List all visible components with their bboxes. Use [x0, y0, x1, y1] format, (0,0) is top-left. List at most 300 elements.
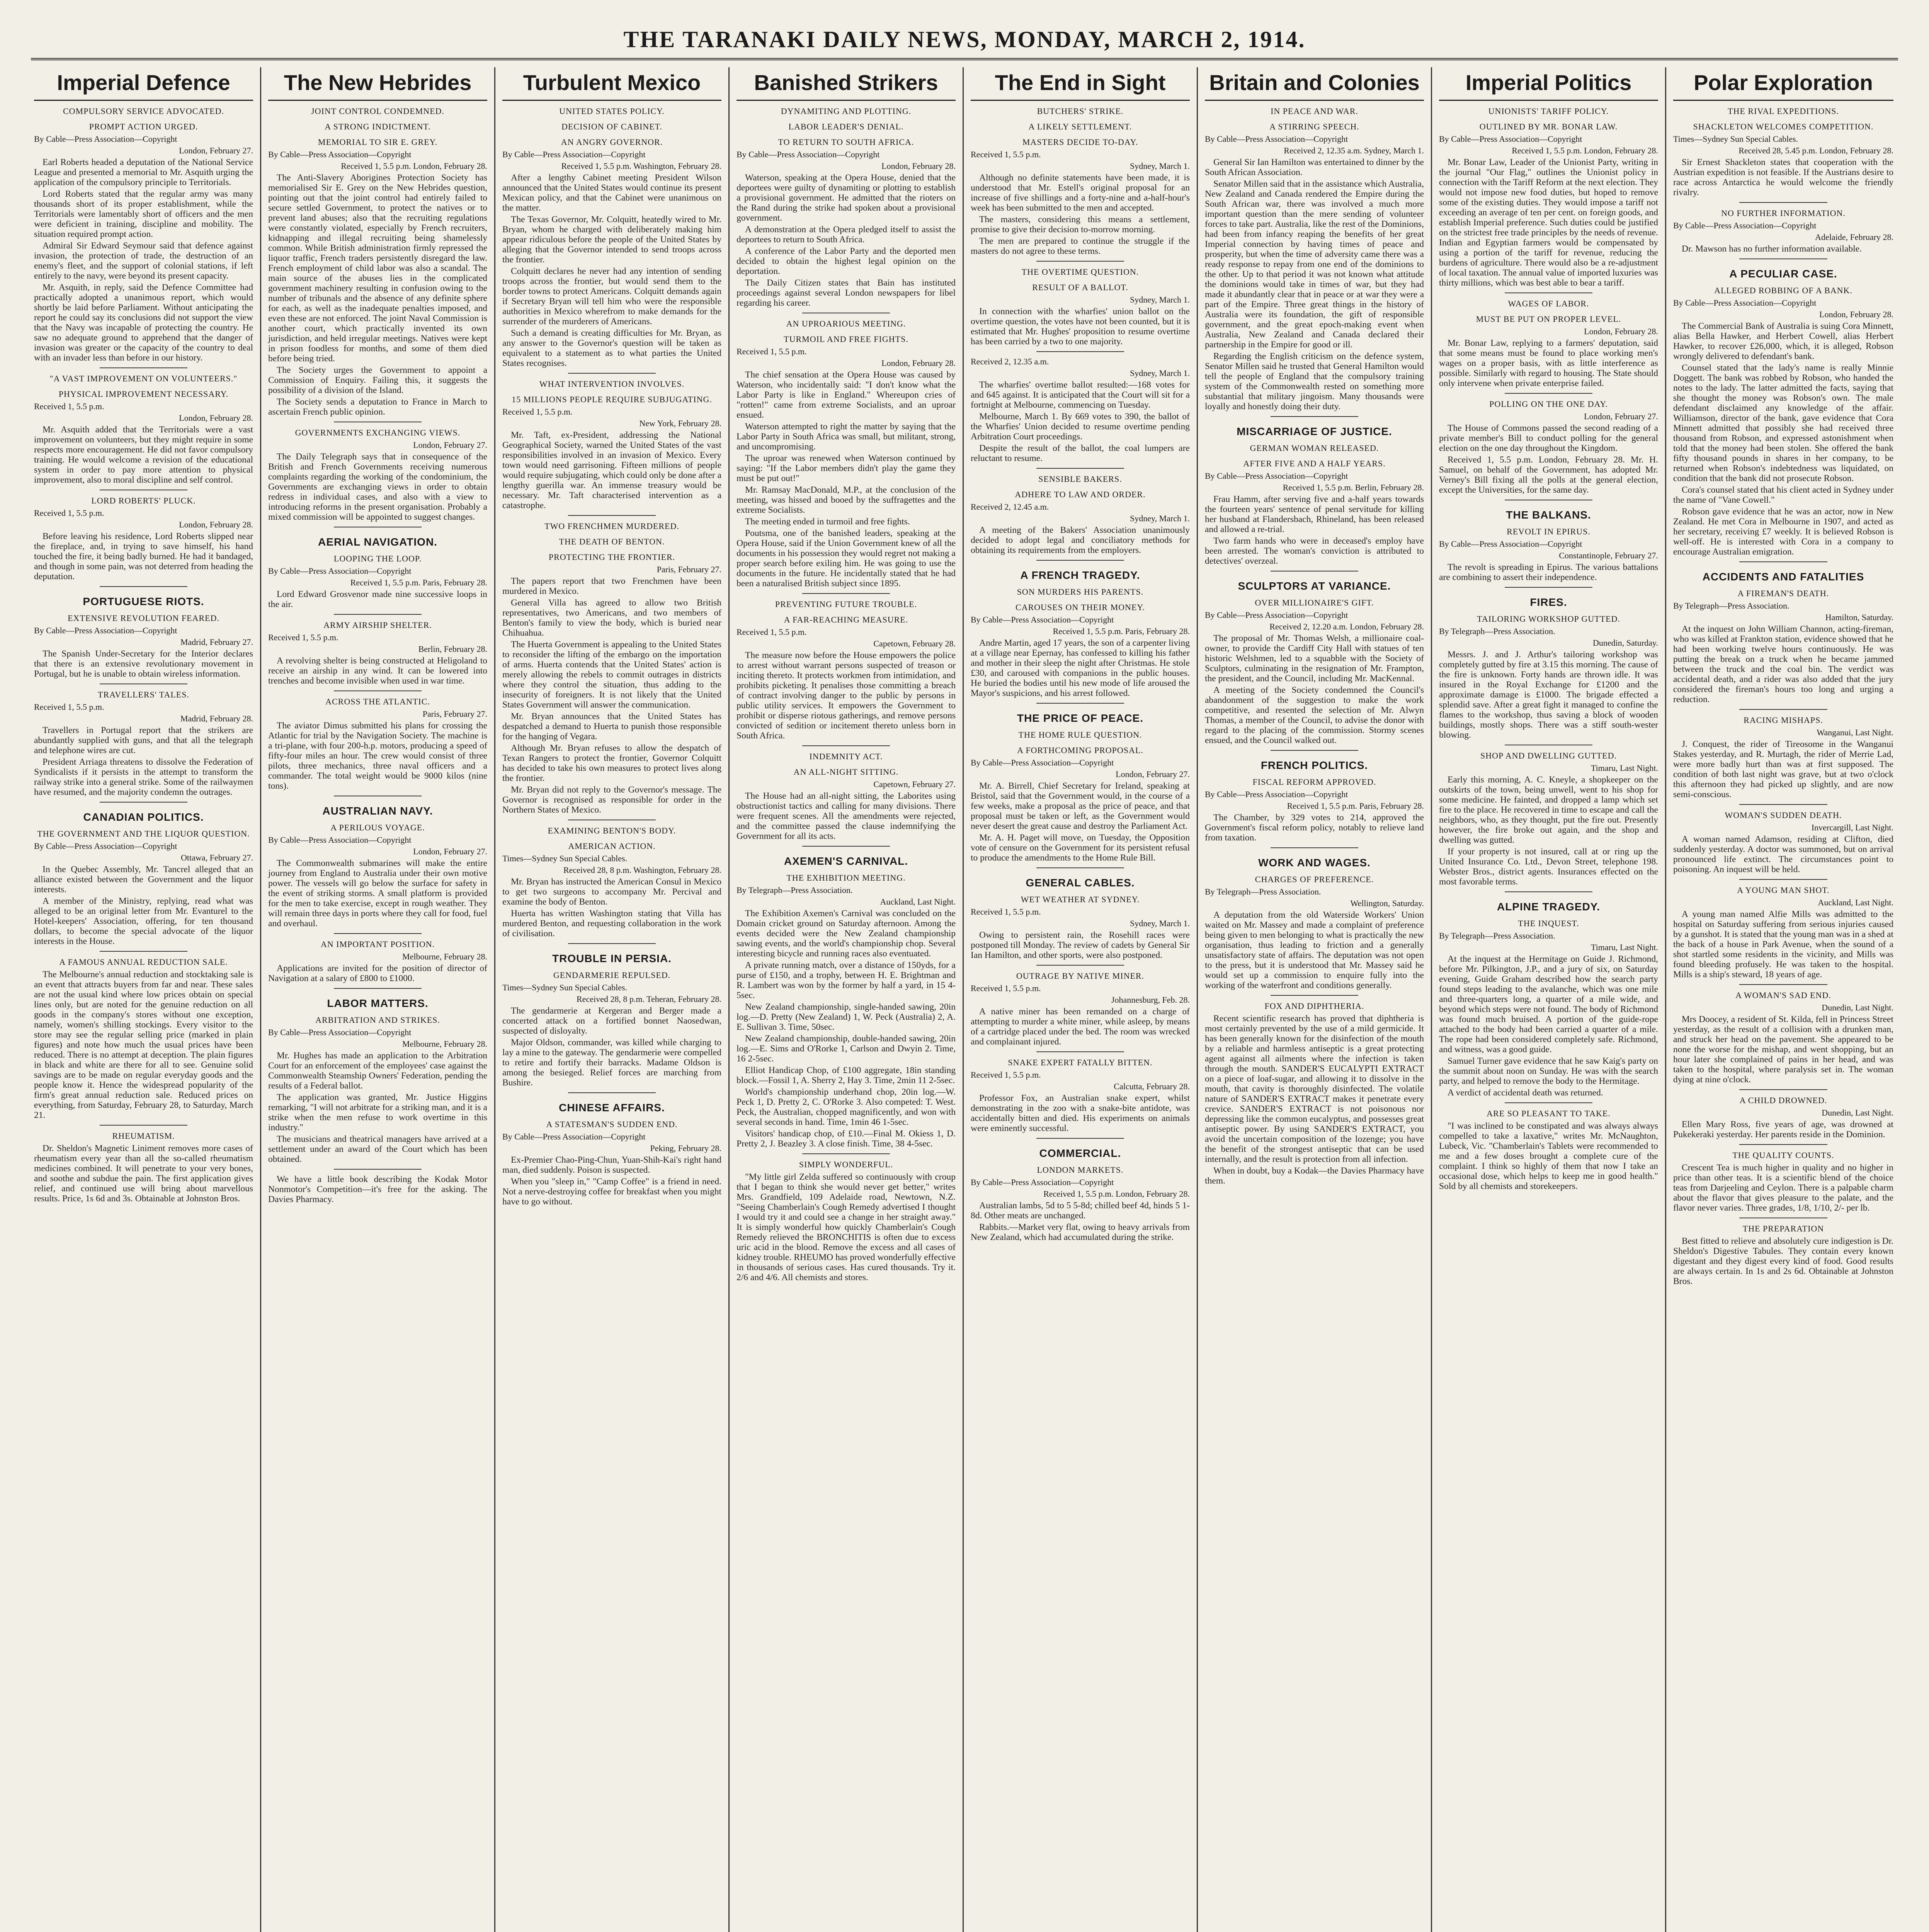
byline: Times—Sydney Sun Special Cables.	[1673, 134, 1798, 144]
article-paragraph: The musicians and theatrical managers have arrived at a settlement under an award of the Court which has been obtained.	[268, 1134, 487, 1164]
article-paragraph: Elliot Handicap Chop, of £100 aggregate, 18in standing block.—Fossil 1, A. Sherry 2, Hay 3. Time, 2min 11 2-5sec.	[737, 1065, 956, 1085]
dateline: Received 28, 5.45 p.m. London, February 28.	[1738, 146, 1893, 155]
section-heading: WORK AND WAGES.	[1258, 857, 1371, 869]
section-subheading: GERMAN WOMAN RELEASED.	[1250, 443, 1379, 453]
section-divider	[1036, 703, 1124, 704]
section-heading: SCULPTORS AT VARIANCE.	[1238, 580, 1391, 592]
byline: By Cable—Press Association—Copyright	[1439, 134, 1582, 144]
article-paragraph: If your property is not insured, call at or ring up the United Insurance Co. Ltd., Devon Street, telephone 198. Webster Bros., district agents. Insurances effected on the most favorable terms.	[1439, 847, 1658, 887]
article-paragraph: Lord Roberts stated that the regular army was many thousands short of its proper establishment, while the Territorials were lamentably short of officers and the men were deficient in training, discipline and mobility. The situation required prompt action.	[34, 189, 253, 239]
article-paragraph: A young man named Alfie Mills was admitted to the hospital on Saturday suffering from serious injuries caused by a gunshot. It is stated that the young man was in a shed at the back of a house in Park Avenue, when the sound of a shot startled some residents in the vicinity, and Mills was found bleeding profusely. He was taken to the hospital. Mills is a ship's steward, 18 years of age.	[1673, 909, 1893, 980]
dateline: Paris, February 27.	[657, 565, 721, 574]
column-4	[730, 67, 964, 1932]
article-paragraph: Mr. Bryan announces that the United States has despatched a demand to Huerta to punish those responsible for the hanging of Vegara.	[502, 711, 721, 742]
article-paragraph: Mr. Bryan has instructed the American Consul in Mexico to get two surgeons to accompany Mr. Percival and examine the body of Benton.	[502, 877, 721, 907]
article-paragraph: Despite the result of the ballot, the coal lumpers are reluctant to resume.	[971, 443, 1190, 463]
column-heading: Turbulent Mexico	[502, 67, 721, 101]
article-paragraph: Applications are invited for the position of director of Navigation at a salary of £800 to £1000.	[268, 963, 487, 983]
section-subheading: THE GOVERNMENT AND THE LIQUOR QUESTION.	[37, 829, 250, 838]
section-subheading: A FAR-REACHING MEASURE.	[784, 615, 908, 624]
dateline: Johannesburg, Feb. 28.	[1111, 995, 1190, 1005]
section-subheading: JOINT CONTROL CONDEMNED.	[311, 106, 444, 116]
section-subheading: A PERILOUS VOYAGE.	[330, 823, 425, 832]
section-subheading: A CHILD DROWNED.	[1739, 1095, 1827, 1105]
article-paragraph: Mr. Hughes has made an application to the Arbitration Court for an enforcement of the employees' case against the Commonwealth Steamship Owners' Federation, pending the results of a Federal ballot.	[268, 1051, 487, 1091]
article-paragraph: Mr. Asquith added that the Territorials were a vast improvement on volunteers, but they might require in some respects more encouragement. He did not favor compulsory training. He would welcome a revision of the educational system in order to pay more attention to physical improvement, also to moral discipline and self control.	[34, 425, 253, 485]
article-paragraph: President Arriaga threatens to dissolve the Federation of Syndicalists if it persists in the attempt to transform the railway strike into a general strike. Some of the railwaymen have resumed, and the majority condemn the outrages.	[34, 757, 253, 797]
article-paragraph: Frau Hamm, after serving five and a-half years towards the fourteen years' sentence of penal servitude for killing her husband at Flandersbach, Rhineland, has been released and allowed a re-trial.	[1205, 494, 1424, 534]
article-paragraph: Regarding the English criticism on the defence system, Senator Millen said he trusted that General Hamilton would tell the people of England that the compulsory training system of the Commonwealth rested on something more substantial that military jingoism. Many thousands were loyally and honestly doing their duty.	[1205, 351, 1424, 412]
section-divider	[1739, 984, 1827, 985]
article-paragraph: The Daily Telegraph says that in consequence of the British and French Governments receiving numerous complaints regarding the working of the condominium, the Governments are exchanging views in order to obtain redress in individual cases, and also with a view to introducing reforms in the present organisation. Probably a mixed commission will be appointed to suggest changes.	[268, 452, 487, 522]
byline: By Telegraph—Press Association.	[1439, 626, 1555, 636]
section-subheading: PROTECTING THE FRONTIER.	[548, 552, 675, 562]
article-paragraph: Admiral Sir Edward Seymour said that defence against invasion, the protection of trade, the destruction of an enemy's fleet, and the support of colonial stations, if left entirely to the navy, were beyond its present capacity.	[34, 241, 253, 281]
article-paragraph: Before leaving his residence, Lord Roberts slipped near the fireplace, and, in trying to save himself, his hand touched the fire, it being badly burned. He had it bandaged, and though in some pain, was not deterred from heading the deputation.	[34, 531, 253, 582]
article-paragraph: The Society sends a deputation to France in March to ascertain French public opinion.	[268, 397, 487, 417]
article-paragraph: Mr. Bryan did not reply to the Governor's message. The Governor is recognised as responsible for order in the Northern States of Mexico.	[502, 785, 721, 815]
section-heading: GENERAL CABLES.	[1026, 877, 1135, 889]
section-divider	[1036, 261, 1124, 262]
column-8	[1666, 67, 1900, 1932]
dateline: Received 1, 5.5 p.m. Washington, February 28.	[561, 161, 721, 171]
dateline: London, February 28.	[179, 520, 253, 529]
section-subheading: BUTCHERS' STRIKE.	[1037, 106, 1124, 116]
section-subheading: SNAKE EXPERT FATALLY BITTEN.	[1008, 1058, 1153, 1067]
article-paragraph: The meeting ended in turmoil and free fights.	[745, 517, 910, 527]
section-divider	[802, 593, 890, 594]
dateline: New York, February 28.	[639, 418, 721, 428]
section-subheading: CAROUSES ON THEIR MONEY.	[1016, 602, 1145, 612]
section-subheading: THE RIVAL EXPEDITIONS.	[1728, 106, 1839, 116]
section-subheading: RESULT OF A BALLOT.	[1032, 282, 1128, 292]
section-divider	[334, 988, 422, 989]
article-paragraph: The Chamber, by 329 votes to 214, approved the Government's fiscal reform policy, notably to relieve land from taxation.	[1205, 813, 1424, 843]
section-divider	[334, 1169, 422, 1170]
section-divider	[334, 933, 422, 934]
article-paragraph: Mr. Bonar Law, replying to a farmers' deputation, said that some means must be found to place working men's wages on a proper basis, with as little interference as possible. Similarly with regard to housing. The State should only intervene when private enterprise failed.	[1439, 338, 1658, 388]
dateline: Auckland, Last Night.	[1818, 898, 1893, 907]
article-paragraph: Mrs Doocey, a resident of St. Kilda, fell in Princess Street yesterday, as the result of a collision with a drunken man, and struck her head on the pavement. She appeared to be none the worse for the mishap, and went shopping, but an hour later she complained of pains in her head, and was taken to the hospital, where paralysis set in. The woman dying at nine o'clock.	[1673, 1014, 1893, 1085]
section-divider	[1505, 393, 1592, 394]
article-paragraph: Earl Roberts headed a deputation of the National Service League and presented a memorial to Mr. Asquith urging the application of the compulsory principle to Territorials.	[34, 157, 253, 187]
dateline: Received 28, 8 p.m. Teheran, February 28.	[577, 994, 721, 1004]
byline: By Cable—Press Association—Copyright	[1205, 610, 1348, 620]
section-heading: A FRENCH TRAGEDY.	[1020, 569, 1140, 581]
article-paragraph: The Society urges the Government to appoint a Commission of Enquiry. Failing this, it suggests the possibility of a division of the Island.	[268, 365, 487, 395]
article-paragraph: General Villa has agreed to allow two British representatives, two Americans, and two members of Benton's family to view the body, which is buried near Chihuahua.	[502, 598, 721, 638]
section-subheading: THE INQUEST.	[1518, 918, 1579, 928]
dateline: Received 1, 5.5 p.m. Paris, February 28.	[350, 578, 487, 587]
section-heading: MISCARRIAGE OF JUSTICE.	[1237, 425, 1392, 437]
article-paragraph: Mr. Bonar Law, Leader of the Unionist Party, writing in the journal "Our Flag," outlines the Unionist policy in connection with the Tariff Reform at the next election. They would not impose new food duties, but hoped to remove some of the existing duties. They would impose a tariff not exceeding an average of ten per cent. on foreign goods, and establish Imperial preference. Such duties could be justified on the strictest free trade principles by the needs of revenue. Indian and Egyptian farmers would be compensated by using a portion of the tariff for revenue, reducing the burdens of agriculture. There would also be a re-adjustment of local taxation. The annual value of imported luxuries was thirty millions, which was best able to bear a tariff.	[1439, 157, 1658, 288]
article-paragraph: The Huerta Government is appealing to the United States to reconsider the lifting of the embargo on the importation of arms. Huerta contends that the United States' action is merely allowing the rebels to commit outrages in districts where they control the situation, thus adding to the insecurity of foreigners. It is not likely that the United States Government will answer the communication.	[502, 639, 721, 710]
byline: By Cable—Press Association—Copyright	[34, 134, 177, 144]
article-paragraph: The measure now before the House empowers the police to arrest without warrant persons suspected of treason or inciting thereto. It protects workmen from intimidation, and prohibits picketing. It penalises those committing a breach of contract involving danger to the public by persons in public utility services. It empowers the Government to prohibit or disperse riotous gatherings, and remove persons convicted of sedition or incitement thereto unless born in South Africa.	[737, 650, 956, 741]
article-paragraph: Robson gave evidence that he was an actor, now in New Zealand. He met Cora in Melbourne in 1907, and acted as her secretary, receiving £7 weekly. It is believed Robson is well-off. He is interested with Cora in a company to encourage Australian emigration.	[1673, 507, 1893, 557]
article-paragraph: The gendarmerie at Kergeran and Berger made a concerted attack on a fortified bonnet Naosedwan, suspected of disloyalty.	[502, 1006, 721, 1036]
dateline: Adelaide, February 28.	[1815, 232, 1893, 242]
section-subheading: TRAVELLERS' TALES.	[98, 690, 189, 699]
article-paragraph: The chief sensation at the Opera House was caused by Waterson, who incidentally said: "I don't know what the Labor Party is like in England." Whereupon cries of "rotten!" came from extreme Socialists, and an uproar ensued.	[737, 370, 956, 420]
section-subheading: A FORTHCOMING PROPOSAL.	[1017, 745, 1143, 755]
byline: Received 1, 5.5 p.m.	[971, 1070, 1041, 1080]
byline: Received 1, 5.5 p.m.	[737, 627, 807, 637]
section-divider	[100, 1125, 187, 1126]
dateline: Sydney, March 1.	[1130, 368, 1190, 378]
section-divider	[1739, 561, 1827, 562]
article-paragraph: The men are prepared to continue the struggle if the masters do not agree to these terms.	[971, 236, 1190, 256]
section-divider	[1271, 847, 1358, 848]
section-subheading: TWO FRENCHMEN MURDERED.	[544, 521, 679, 531]
article-paragraph: The application was granted, Mr. Justice Higgins remarking, "I will not arbitrate for a striking man, and it is a strike when the men refuse to work overtime in this industry."	[268, 1092, 487, 1133]
dateline: Received 1, 5.5 p.m. Paris, February 28.	[1053, 626, 1190, 636]
byline: By Cable—Press Association—Copyright	[1205, 789, 1348, 799]
article-paragraph: Recent scientific research has proved that diphtheria is most certainly prevented by the use of a mild germicide. It has been generally known for the disinfection of the mouth by a reliable and harmless antiseptic is a great protecting agent against all ailments where the infection is taken through the mouth. SANDER'S EUCALYPTI EXTRACT on a piece of loaf-sugar, and allowing it to dissolve in the mouth, that cavity is thoroughly disinfected. The volatile nature of SANDER'S EXTRACT makes it penetrate every crevice. SANDER'S EXTRACT is not poisonous nor depressing like the common eucalyptus, and possesses great antiseptic power. By using SANDER'S EXTRACT, you avoid the uncertain composition of the lozenge; you have the benefit of the strongest antiseptic that can be used internally, and the result is protection from all infection.	[1205, 1014, 1424, 1164]
article-paragraph: Although Mr. Bryan refuses to allow the despatch of Texan Rangers to protect the frontier, Governor Colquitt has decided to take his own measures to protect lives along the frontier.	[502, 743, 721, 783]
section-heading: A PECULIAR CASE.	[1729, 268, 1837, 280]
column-7	[1432, 67, 1666, 1932]
article-paragraph: Messrs. J. and J. Arthur's tailoring workshop was completely gutted by fire at 3.15 this morning. The cause of the fire is unknown. Forty hands are thrown idle. It was insured in the Royal Exchange for £1200 and the approximate damage is £1000. The brigade effected a splendid save. After a great fight it managed to confine the flames to the workshop, thus saving a block of wooden buildings, mostly shops. There was a stiff south-wester blowing.	[1439, 650, 1658, 740]
section-subheading: SIMPLY WONDERFUL.	[799, 1160, 893, 1169]
section-subheading: RHEUMATISM.	[112, 1131, 175, 1141]
article-paragraph: The House had an all-night sitting, the Laborites using obstructionist tactics and calling for many divisions. There were frequent scenes. All the amendments were rejected, and the committee passed the clause indemnifying the Government for all its acts.	[737, 791, 956, 841]
byline: By Cable—Press Association—Copyright	[737, 150, 880, 159]
section-subheading: ACROSS THE ATLANTIC.	[325, 697, 430, 706]
dateline: Wellington, Saturday.	[1350, 898, 1424, 908]
dateline: Dunedin, Last Night.	[1822, 1003, 1893, 1012]
section-divider	[1505, 587, 1592, 588]
dateline: Dunedin, Saturday.	[1592, 638, 1658, 648]
dateline: London, February 28.	[1584, 327, 1658, 336]
article-paragraph: Crescent Tea is much higher in quality and no higher in price than other teas. It is a scientific blend of the choice teas from Darjeeling and Ceylon. There is a palpable charm about the flavor that gives pleasure to the palate, and the flavor never varies. Three grades, 1/8, 1/10, 2/- per lb.	[1673, 1163, 1893, 1213]
section-heading: ACCIDENTS AND FATALITIES	[1702, 571, 1864, 583]
column-3	[495, 67, 730, 1932]
dateline: London, February 28.	[881, 358, 956, 368]
dateline: Capetown, February 28.	[873, 639, 956, 648]
byline: By Cable—Press Association—Copyright	[268, 835, 412, 845]
article-paragraph: The Melbourne's annual reduction and stocktaking sale is an event that attracts buyers from far and near. These sales are not the usual kind where low prices obtain on special lines only, but are noted for the genuine reduction on all goods in the company's stores without one exception, namely, women's shilling stockings. Every visitor to the store may see the regular selling price (marked in plain figures) and note how much the usual prices have been reduced. There is no attempt at deception. The plain figures in black and white are there for all to see. Genuine solid savings are to be made on regular everyday goods and the people know it. Hence the widespread popularity of the firm's great annual reduction sale. Reduced prices on everything, from Saturday, February 28, to Saturday, March 21.	[34, 969, 253, 1120]
dateline: Invercargill, Last Night.	[1811, 823, 1893, 832]
article-paragraph: Australian lambs, 5d to 5 5-8d; chilled beef 4d, hinds 5 1-8d. Other meats are unchanged.	[971, 1201, 1190, 1221]
article-paragraph: Andre Martin, aged 17 years, the son of a carpenter living at a village near Epernay, has confessed to killing his father and mother in their sleep the night after Christmas. He stole £30, and caroused with companions in the public houses. He buried the bodies until his new mode of life aroused the Mayor's suspicions, and his arrest followed.	[971, 638, 1190, 698]
section-subheading: SON MURDERS HIS PARENTS.	[1017, 587, 1144, 597]
column-heading: The New Hebrides	[268, 67, 487, 101]
section-subheading: THE PREPARATION	[1742, 1224, 1824, 1233]
article-paragraph: In the Quebec Assembly, Mr. Tancrel alleged that an alliance existed between the Government and the liquor interests.	[34, 864, 253, 895]
dateline: London, February 28.	[881, 161, 956, 171]
column-5	[964, 67, 1198, 1932]
dateline: Peking, February 28.	[650, 1143, 721, 1153]
byline: By Cable—Press Association—Copyright	[1673, 298, 1817, 308]
section-subheading: A STATESMAN'S SUDDEN END.	[546, 1119, 678, 1129]
section-divider	[802, 846, 890, 847]
byline: By Cable—Press Association—Copyright	[268, 566, 412, 576]
dateline: Wanganui, Last Night.	[1817, 728, 1893, 737]
byline: By Cable—Press Association—Copyright	[502, 1132, 646, 1141]
article-paragraph: When you "sleep in," "Camp Coffee" is a friend in need. Not a nerve-destroying coffee for breakfast when you might have to go without.	[502, 1177, 721, 1207]
article-paragraph: The uproar was renewed when Waterson continued by saying: "If the Labor members didn't play the game they must be put out!"	[737, 453, 956, 483]
dateline: Constantinople, February 27.	[1559, 551, 1658, 560]
section-divider	[100, 951, 187, 952]
dateline: Calcutta, February 28.	[1114, 1082, 1190, 1091]
article-paragraph: A conference of the Labor Party and the deported men decided to obtain the highest legal opinion on the deportation.	[737, 246, 956, 276]
section-subheading: FOX AND DIPHTHERIA.	[1264, 1001, 1364, 1011]
section-subheading: MASTERS DECIDE TO-DAY.	[1022, 137, 1138, 147]
section-heading: FRENCH POLITICS.	[1260, 759, 1368, 771]
article-paragraph: A revolving shelter is being constructed at Heligoland to receive an airship in any wind. It can be lowered into trenches and become invisible when used in war time.	[268, 656, 487, 686]
section-divider	[100, 586, 187, 587]
section-divider	[1739, 202, 1827, 203]
section-subheading: THE EXHIBITION MEETING.	[786, 873, 906, 883]
section-subheading: AN IMPORTANT POSITION.	[320, 939, 435, 949]
section-subheading: ARMY AIRSHIP SHELTER.	[323, 620, 432, 630]
article-paragraph: A demonstration at the Opera pledged itself to assist the deportees to return to South Africa.	[737, 224, 956, 245]
section-subheading: THE DEATH OF BENTON.	[559, 537, 665, 546]
section-heading: COMMERCIAL.	[1039, 1147, 1121, 1159]
byline: By Cable—Press Association—Copyright	[1205, 134, 1348, 144]
article-paragraph: The papers report that two Frenchmen have been murdered in Mexico.	[502, 576, 721, 596]
section-subheading: LONDON MARKETS.	[1037, 1165, 1124, 1175]
section-subheading: DECISION OF CABINET.	[561, 122, 662, 131]
article-paragraph: The Anti-Slavery Aborigines Protection Society has memorialised Sir E. Grey on the New Hebrides question, pointing out that the joint control had entirely failed to secure settled Government, to protect the natives or to prevent land abuses; also that the recruiting regulations were constantly violated, especially by French recruiters, kidnapping and illegal recruiting being shamelessly common. While British administration firmly repressed the liquor traffic, French traders persistently disregard the law. French employment of child labor was also a scandal. The main source of the abuses lies in the complicated government machinery resulting in confusion owing to the number of tribunals and the absence of any definite sphere for each, as well as the inadequate penalties imposed, and even these are not enforced. The joint Naval Commission is another court, which practically invented its own jurisdiction, and held irregular meetings. Natives were kept in prison foodless for months, and some of them died before being tried.	[268, 173, 487, 364]
byline: By Cable—Press Association—Copyright	[1673, 221, 1817, 230]
section-divider	[1739, 709, 1827, 710]
section-subheading: PREVENTING FUTURE TROUBLE.	[775, 599, 917, 609]
section-subheading: THE OVERTIME QUESTION.	[1021, 267, 1139, 277]
article-paragraph: The proposal of Mr. Thomas Welsh, a millionaire coal-owner, to provide the Cardiff City Hall with statues of ten historic Welshmen, led to a squabble with the Society of Sculptors, culminating in the resignation of Mr. Frampton, the president, and the Council, including Mr. MacKennal.	[1205, 633, 1424, 684]
byline: By Cable—Press Association—Copyright	[1439, 539, 1582, 549]
section-subheading: A STIRRING SPEECH.	[1269, 122, 1359, 131]
dateline: Sydney, March 1.	[1130, 161, 1190, 171]
section-divider	[802, 745, 890, 746]
article-paragraph: Mr. Ramsay MacDonald, M.P., at the conclusion of the meeting, was hissed and booed by the suffragettes and the extreme Socialists.	[737, 485, 956, 515]
section-heading: FIRES.	[1530, 596, 1567, 608]
article-paragraph: Ellen Mary Ross, five years of age, was drowned at Pukekeraki yesterday. Her parents reside in the Dominion.	[1673, 1119, 1893, 1139]
section-subheading: REVOLT IN EPIRUS.	[1507, 527, 1590, 536]
section-subheading: GENDARMERIE REPULSED.	[553, 970, 671, 980]
dateline: Received 2, 12.20 a.m. London, February 28.	[1269, 622, 1424, 631]
section-subheading: PROMPT ACTION URGED.	[89, 122, 198, 131]
section-divider	[1739, 1089, 1827, 1090]
article-paragraph: Colquitt declares he never had any intention of sending troops across the frontier, but would send them to the border towns to protect Americans. Colquitt demands again if Secretary Bryan will tell him who were the responsible authorities in Mexico wherefrom to make demands for the surrender of the murderers of Americans.	[502, 266, 721, 327]
dateline: London, February 27.	[179, 146, 253, 155]
dateline: London, February 27.	[413, 440, 487, 450]
article-paragraph: Dr. Mawson has no further information available.	[1682, 244, 1862, 254]
article-paragraph: A private running match, over a distance of 150yds, for a purse of £150, and a trophy, between H. E. Brightman and R. Lambert was won by the former by half a yard, in 15 4-5sec.	[737, 960, 956, 1000]
article-paragraph: When in doubt, buy a Kodak—the Davies Pharmacy have them.	[1205, 1166, 1424, 1186]
byline: By Telegraph—Press Association.	[1439, 931, 1555, 940]
dateline: Ottawa, February 27.	[181, 853, 253, 862]
section-subheading: THE QUALITY COUNTS.	[1732, 1150, 1834, 1160]
section-subheading: MUST BE PUT ON PROPER LEVEL.	[1476, 314, 1621, 324]
byline: Received 1, 5.5 p.m.	[34, 508, 104, 518]
byline: Times—Sydney Sun Special Cables.	[502, 983, 628, 992]
article-paragraph: Mr. A. H. Paget will move, on Tuesday, the Opposition vote of censure on the Government for its persistent refusal to produce the amendments to the Home Rule Bill.	[971, 833, 1190, 863]
section-subheading: AN ANGRY GOVERNOR.	[561, 137, 663, 147]
article-paragraph: Two farm hands who were in deceased's employ have been arrested. The woman's conviction is attributed to detectives' overzeal.	[1205, 536, 1424, 566]
dateline: Timaru, Last Night.	[1591, 763, 1658, 773]
section-subheading: ARBITRATION AND STRIKES.	[315, 1015, 440, 1025]
column-heading: Banished Strikers	[737, 67, 956, 101]
section-heading: THE PRICE OF PEACE.	[1017, 712, 1144, 724]
section-heading: CHINESE AFFAIRS.	[559, 1102, 665, 1114]
section-subheading: AMERICAN ACTION.	[568, 841, 656, 851]
article-paragraph: Rabbits.—Market very flat, owing to heavy arrivals from New Zealand, which had accumulated during the strike.	[971, 1222, 1190, 1242]
article-paragraph: Professor Fox, an Australian snake expert, whilst demonstrating in the zoo with a snake-bite antidote, was accidentally bitten and died. His experiments on animals were eminently successful.	[971, 1093, 1190, 1133]
article-paragraph: "I was inclined to be constipated and was always always compelled to take a laxative," writes Mr. McNaughton, Lubeck, Vic. "Chamberlain's Tablets were recommended to me and a few doses brought a complete cure of the complaint. I think so highly of them that now I take an occasional dose, which helps to keep me in good health." Sold by all chemists and storekeepers.	[1439, 1121, 1658, 1191]
section-divider	[1271, 416, 1358, 417]
article-paragraph: "My little girl Zelda suffered so continuously with croup that I began to think she would never get better," writes Mrs. Grandfield, 109 Adelaide road, Newtown, N.Z. "Seeing Chamberlain's Cough Remedy advertised I thought I would try it and could see a change in her straight away." It is simply wonderful how quickly Chamberlain's Cough Remedy relieved the BRONCHITIS is often due to excess uric acid in the blood. Remove the excess and all cases of kidney trouble. RHEUMO has proved wonderfully effective in thousands of serious cases. Has cured thousands. Try it. 2/6 and 4/6. All chemists and stores.	[737, 1172, 956, 1282]
section-divider	[568, 515, 656, 516]
section-subheading: THE HOME RULE QUESTION.	[1018, 730, 1142, 740]
section-subheading: SENSIBLE BAKERS.	[1038, 474, 1122, 484]
article-paragraph: Sir Ernest Shackleton states that cooperation with the Austrian expedition is not feasible. If the Austrians desire to race across Antarctica he would welcome the friendly rivalry.	[1673, 157, 1893, 197]
section-divider	[1505, 891, 1592, 892]
article-paragraph: Such a demand is creating difficulties for Mr. Bryan, as any answer to the Governor's question will be taken as equivalent to a statement as to what parties the United States recognises.	[502, 328, 721, 368]
byline: By Cable—Press Association—Copyright	[1205, 471, 1348, 481]
section-subheading: A FIREMAN'S DEATH.	[1737, 588, 1829, 598]
article-paragraph: The Texas Governor, Mr. Colquitt, heatedly wired to Mr. Bryan, whom he charged with deliberately making him appear ridiculous before the people of the United States by alleging that the Governor intended to send troops across the frontier.	[502, 214, 721, 265]
section-divider	[1036, 867, 1124, 868]
section-subheading: TURMOIL AND FREE FIGHTS.	[784, 334, 908, 344]
dateline: London, February 28.	[1819, 310, 1893, 319]
section-subheading: A STRONG INDICTMENT.	[325, 122, 431, 131]
section-subheading: A YOUNG MAN SHOT.	[1737, 885, 1830, 895]
columns-container	[27, 67, 1902, 1932]
column-6	[1198, 67, 1432, 1932]
section-heading: LABOR MATTERS.	[327, 997, 429, 1009]
dateline: Paris, February 27.	[422, 709, 487, 719]
article-paragraph: At the inquest on John William Channon, acting-fireman, who was killed at Frankton station, evidence showed that he had been working twelve hours continuously. He was putting the break on a truck when he became jammed between the truck and the coal bin. The verdict was accidental death, and a rider was also added that the jury considered the fireman's hours too long and urging a reduction.	[1673, 624, 1893, 704]
dateline: Sydney, March 1.	[1130, 514, 1190, 523]
section-subheading: OVER MILLIONAIRE'S GIFT.	[1255, 598, 1374, 607]
article-paragraph: A member of the Ministry, replying, read what was alleged to be an original letter from Mr. Evanturel to the Hotel-keepers' Association, offering, for ten thousand dollars, to become the special advocate of the liquor interests in the House.	[34, 896, 253, 946]
section-heading: TROUBLE IN PERSIA.	[552, 952, 672, 964]
section-subheading: A LIKELY SETTLEMENT.	[1028, 122, 1132, 131]
article-paragraph: The wharfies' overtime ballot resulted:—168 votes for and 645 against. It is anticipated that the Court will sit for a fortnight at Melbourne, commencing on Tuesday.	[971, 380, 1190, 410]
section-subheading: IN PEACE AND WAR.	[1271, 106, 1358, 116]
section-subheading: 15 MILLIONS PEOPLE REQUIRE SUBJUGATING.	[512, 395, 712, 404]
section-subheading: INDEMNITY ACT.	[809, 752, 883, 761]
dateline: Auckland, Last Night.	[880, 897, 956, 906]
article-paragraph: Cora's counsel stated that his client acted in Sydney under the name of "Vane Cowell."	[1673, 485, 1893, 505]
section-heading: CANADIAN POLITICS.	[83, 811, 204, 823]
section-heading: AXEMEN'S CARNIVAL.	[784, 855, 908, 867]
dateline: Received 1, 5.5 p.m. London, February 28.	[1512, 146, 1658, 155]
byline: By Telegraph—Press Association.	[737, 885, 853, 895]
dateline: Dunedin, Last Night.	[1822, 1108, 1893, 1117]
dateline: Madrid, February 28.	[180, 714, 253, 723]
article-paragraph: A verdict of accidental death was returned.	[1448, 1088, 1603, 1098]
article-paragraph: The Spanish Under-Secretary for the Interior declares that there is an extensive revolutionary movement in Portugal, but he is unable to obtain wireless information.	[34, 649, 253, 679]
section-divider	[1271, 750, 1358, 751]
article-paragraph: Ex-Premier Chao-Ping-Chun, Yuan-Shih-Kai's right hand man, died suddenly. Poison is suspected.	[502, 1155, 721, 1175]
section-subheading: MEMORIAL TO SIR E. GREY.	[318, 137, 438, 147]
byline: By Cable—Press Association—Copyright	[268, 1027, 412, 1037]
article-paragraph: Major Oldson, commander, was killed while charging to lay a mine to the gateway. The gendarmerie were compelled to retire and fortify their barracks. Madame Oldson is among the besieged. Relief forces are marching from Bushire.	[502, 1037, 721, 1088]
article-paragraph: Best fitted to relieve and absolutely cure indigestion is Dr. Sheldon's Digestive Tabules. They contain every known digestant and they digest every kind of food. Good results are always certain. In 1s and 2s 6d. Obtainable at Johnston Bros.	[1673, 1236, 1893, 1286]
column-heading: Polar Exploration	[1673, 67, 1893, 101]
section-subheading: OUTRAGE BY NATIVE MINER.	[1016, 971, 1145, 981]
section-subheading: OUTLINED BY MR. BONAR LAW.	[1479, 122, 1618, 131]
section-divider	[1036, 560, 1124, 561]
section-subheading: A FAMOUS ANNUAL REDUCTION SALE.	[59, 957, 228, 967]
article-paragraph: A meeting of the Society condemned the Council's abandonment of the suggestion to make the work competitive, and resented the selection of Mr. Alwyn Thomas, a member of the Council, to advise the donor with regard to the placing of the commission. Stormy scenes ensued, and the Council walked out.	[1205, 685, 1424, 745]
byline: Received 1, 5.5 p.m.	[34, 401, 104, 411]
article-paragraph: Samuel Turner gave evidence that he saw Kaig's party on the summit about noon on Sunday. He was with the search party, and helped to remove the body to the Hermitage.	[1439, 1056, 1658, 1086]
article-paragraph: New Zealand championship, double-handed sawing, 20in log.—E. Sims and O'Rorke 1, Carlson and Dwyin 2. Time, 16 2-5sec.	[737, 1034, 956, 1064]
section-subheading: LORD ROBERTS' PLUCK.	[91, 496, 196, 505]
section-subheading: A WOMAN'S SAD END.	[1735, 990, 1831, 1000]
section-divider	[1036, 468, 1124, 469]
article-paragraph: After a lengthy Cabinet meeting President Wilson announced that the United States would continue its present Mexican policy, and that the Cabinet were unanimous on the matter.	[502, 173, 721, 213]
article-paragraph: Huerta has written Washington stating that Villa has murdered Benton, and requesting collaboration in the work of civilisation.	[502, 908, 721, 939]
byline: Received 2, 12.45 a.m.	[971, 502, 1049, 512]
byline: Received 1, 5.5 p.m.	[971, 907, 1041, 917]
section-subheading: POLLING ON THE ONE DAY.	[1489, 399, 1608, 409]
section-divider	[1036, 965, 1124, 966]
column-1	[27, 67, 261, 1932]
section-divider	[1036, 351, 1124, 352]
article-paragraph: Mr. Taft, ex-President, addressing the National Geographical Society, warned the United States of the vast responsibilities involved in an invasion of Mexico. Every town would need garrisoning. Fifteen millions of people would require subjugating, which could only be done after a lengthy guerilla war. An immense treasury would be necessary. Mr. Taft characterised intervention as a catastrophe.	[502, 430, 721, 510]
article-paragraph: The Exhibition Axemen's Carnival was concluded on the Domain cricket ground on Saturday afternoon. Among the events decided were the New Zealand championship sawing events, and the world's championship chop. Several interesting bicycle and running races also eventuated.	[737, 908, 956, 959]
dateline: Sydney, March 1.	[1130, 295, 1190, 304]
article-paragraph: Early this morning, A. C. Kneyle, a shopkeeper on the outskirts of the town, being unwell, went to his shop for some medicine. He fainted, and dropped a lamp which set fire to the place. He recovered in time to escape and call the neighbors, who, as they thought, put the fire out. Presently however, the fire broke out again, and the shop and dwelling was gutted.	[1439, 775, 1658, 845]
section-subheading: AN UPROARIOUS MEETING.	[786, 319, 906, 328]
section-heading: THE BALKANS.	[1506, 509, 1591, 521]
byline: Received 1, 5.5 p.m.	[971, 983, 1041, 993]
article-paragraph: J. Conquest, the rider of Tireosome in the Wanganui Stakes yesterday, and R. Murtagh, the rider of Merrie Lad, were more badly hurt than was at first supposed. The condition of both last night was grave, but at two o'clock this afternoon they had picked up slightly, and are now semi-conscious.	[1673, 739, 1893, 799]
dateline: London, February 27.	[1116, 769, 1190, 779]
dateline: London, February 27.	[413, 847, 487, 856]
section-subheading: SHACKLETON WELCOMES COMPETITION.	[1693, 122, 1874, 131]
article-paragraph: Travellers in Portugal report that the strikers are abundantly supplied with guns, and that all the telegraph and telephone wires are cut.	[34, 725, 253, 755]
article-paragraph: The revolt is spreading in Epirus. The various battalions are combining to assert their independence.	[1439, 562, 1658, 582]
section-subheading: UNIONISTS' TARIFF POLICY.	[1488, 106, 1609, 116]
column-2	[261, 67, 495, 1932]
section-subheading: EXAMINING BENTON'S BODY.	[548, 826, 676, 835]
dateline: Timaru, Last Night.	[1591, 942, 1658, 952]
dateline: Madrid, February 27.	[180, 637, 253, 647]
article-paragraph: New Zealand championship, single-handed sawing, 20in log.—D. Pretty (New Zealand) 1, W. Peck (Australia) 2, A. E. Sullivan 3. Time, 50sec.	[737, 1002, 956, 1032]
section-subheading: LABOR LEADER'S DENIAL.	[788, 122, 904, 131]
section-heading: AERIAL NAVIGATION.	[318, 536, 437, 548]
section-divider	[802, 1153, 890, 1154]
dateline: London, February 27.	[1584, 412, 1658, 421]
article-paragraph: A woman named Adamson, residing at Clifton, died suddenly yesterday. A doctor was summoned, but on arrival pronounced life extinct. The circumstances point to poisoning. An inquest will be held.	[1673, 834, 1893, 874]
article-paragraph: Senator Millen said that in the assistance which Australia, New Zealand and Canada rendered the Empire during the South African war, there was involved a much more important question than the mere sending of volunteer forces to take part. Australia, like the rest of the Dominions, had been from infancy reaping the benefits of her great Imperial connection by having times of peace and prosperity, but when the time of adversity came there was a ready response to repay from one end of the dominions to the other. Up to that period it was not known what attitude the dominions would take in times of war, but they had made it abundantly clear that in peace or at war they were a part of the Empire. Three great things in the history of Australia were its foundation, the gift of responsible government, and the great epoch-making event when Australia, New Zealand and Canada declared their partnership in the Empire for good or ill.	[1205, 179, 1424, 350]
byline: Received 1, 5.5 p.m.	[737, 347, 807, 356]
column-heading: Britain and Colonies	[1205, 67, 1424, 101]
byline: By Cable—Press Association—Copyright	[34, 841, 177, 851]
article-paragraph: Melbourne, March 1. By 669 votes to 390, the ballot of the Wharfies' Union decided to resume overtime pending Arbitration Court proceedings.	[971, 412, 1190, 442]
dateline: Received 1, 5.5 p.m. London, February 28.	[1043, 1189, 1190, 1199]
section-subheading: COMPULSORY SERVICE ADVOCATED.	[63, 106, 224, 116]
article-paragraph: The House of Commons passed the second reading of a private member's Bill to conduct polling for the general election on the one day throughout the Kingdom.	[1439, 423, 1658, 453]
byline: By Cable—Press Association—Copyright	[971, 1177, 1114, 1187]
column-heading: Imperial Defence	[34, 67, 253, 101]
section-subheading: EXTENSIVE REVOLUTION FEARED.	[68, 613, 219, 623]
article-paragraph: Received 1, 5.5 p.m. London, February 28. Mr. H. Samuel, on behalf of the Government, has adopted Mr. Verney's Bill fixing all the polls at the general election, except the Universities, for the same day.	[1439, 455, 1658, 495]
article-paragraph: Waterson, speaking at the Opera House, denied that the deportees were guilty of dynamiting or plotting to establish a provisional government. He admitted that the rioters on the Rand during the strike had spoken about a provisional government.	[737, 173, 956, 223]
dateline: Capetown, February 27.	[873, 779, 956, 789]
article-paragraph: Mr. A. Birrell, Chief Secretary for Ireland, speaking at Bristol, said that the Government would, in the course of a few weeks, make a proposal as the price of peace, and that proposal must be taken or left, as the Government would never desert the great cause and destroy the Parliament Act.	[971, 781, 1190, 831]
byline: By Telegraph—Press Association.	[1205, 887, 1321, 896]
article-paragraph: A native miner has been remanded on a charge of attempting to murder a white miner, while asleep, by means of a cartridge placed under the bed. The room was wrecked and complainant injured.	[971, 1007, 1190, 1047]
section-divider	[1271, 995, 1358, 996]
dateline: Hamilton, Saturday.	[1825, 612, 1893, 622]
